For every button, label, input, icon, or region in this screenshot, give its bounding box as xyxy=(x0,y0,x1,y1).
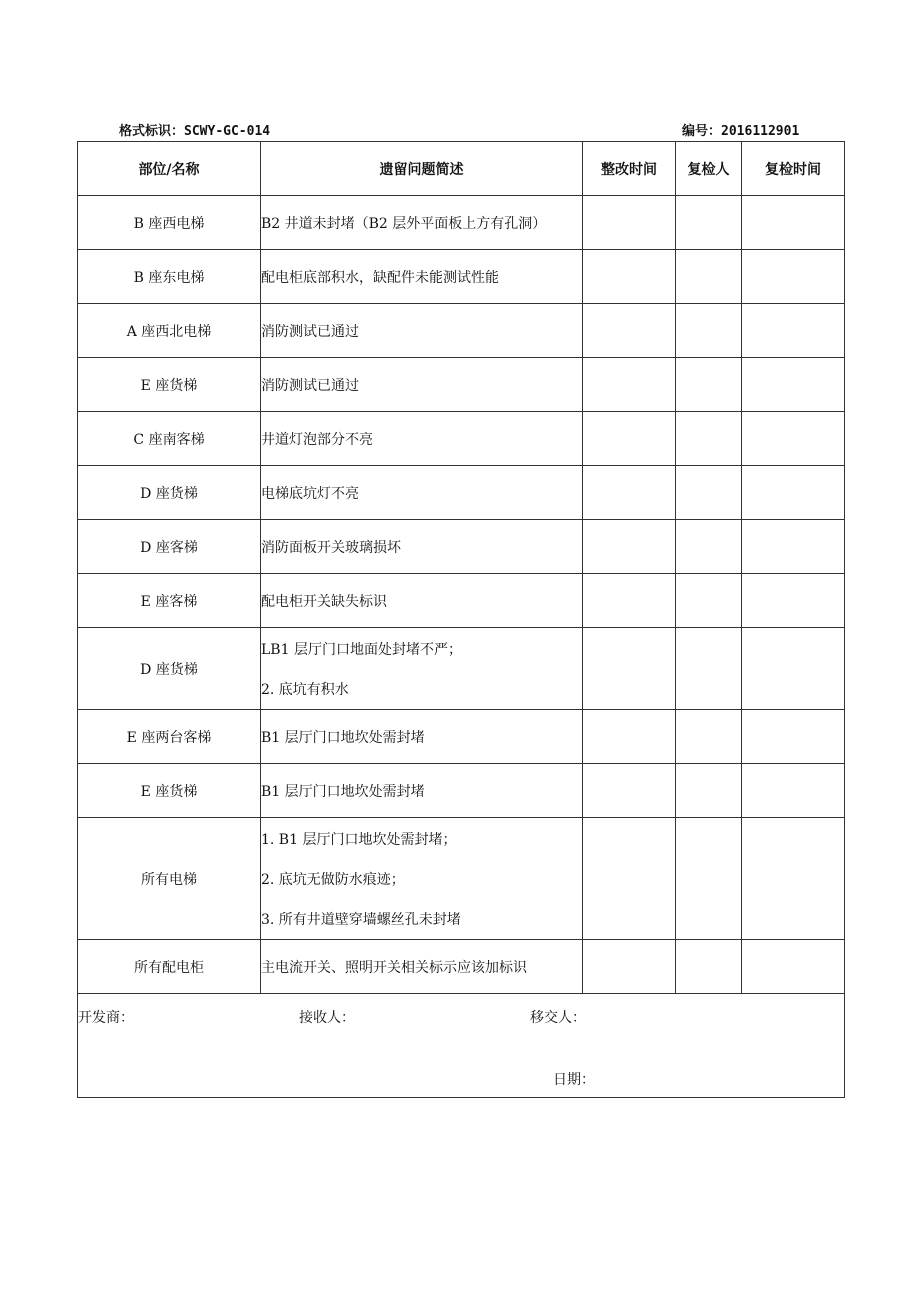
fix-time-cell[interactable] xyxy=(583,304,676,358)
row-location: B 座西电梯 xyxy=(78,196,261,250)
fix-time-cell[interactable] xyxy=(583,574,676,628)
issues-table xyxy=(77,141,845,1098)
row-issue-summary xyxy=(261,710,583,764)
issue-line: B1 层厅门口地坎处需封堵 xyxy=(261,729,425,746)
issue-line: 配电柜开关缺失标识 xyxy=(261,593,387,610)
table-row xyxy=(78,940,845,994)
row-location: D 座客梯 xyxy=(78,520,261,574)
table-row xyxy=(78,710,845,764)
issue-line: 电梯底坑灯不亮 xyxy=(261,485,359,502)
column-header-location: 部位/名称 xyxy=(78,142,261,196)
reinspector-cell[interactable] xyxy=(676,466,742,520)
table-row xyxy=(78,628,845,710)
issue-line: 3. 所有井道壁穿墙螺丝孔未封堵 xyxy=(261,911,461,928)
fix-time-cell[interactable] xyxy=(583,628,676,710)
row-issue-summary xyxy=(261,628,583,710)
row-location: 所有配电柜 xyxy=(78,940,261,994)
column-header-issue-summary: 遗留问题简述 xyxy=(261,142,583,196)
reinspect-time-cell[interactable] xyxy=(742,520,845,574)
table-row xyxy=(78,196,845,250)
reinspect-time-cell[interactable] xyxy=(742,710,845,764)
row-issue-summary xyxy=(261,358,583,412)
row-issue-summary xyxy=(261,250,583,304)
receiver-label: 接收人： xyxy=(299,1010,355,1026)
reinspector-cell[interactable] xyxy=(676,196,742,250)
fix-time-cell[interactable] xyxy=(583,520,676,574)
column-header-reinspect-time: 复检时间 xyxy=(742,142,845,196)
reinspector-cell[interactable] xyxy=(676,574,742,628)
reinspect-time-cell[interactable] xyxy=(742,196,845,250)
reinspector-cell[interactable] xyxy=(676,764,742,818)
reinspect-time-cell[interactable] xyxy=(742,818,845,940)
row-issue-summary xyxy=(261,818,583,940)
reinspector-cell[interactable] xyxy=(676,628,742,710)
issue-line: 2. 底坑有积水 xyxy=(261,681,349,698)
row-issue-summary xyxy=(261,940,583,994)
table-row xyxy=(78,818,845,940)
table-row xyxy=(78,764,845,818)
signature-area xyxy=(78,994,845,1098)
issue-line: LB1 层厅门口地面处封堵不严； xyxy=(261,641,462,658)
reinspect-time-cell[interactable] xyxy=(742,304,845,358)
fix-time-cell[interactable] xyxy=(583,940,676,994)
row-issue-summary xyxy=(261,764,583,818)
table-row xyxy=(78,574,845,628)
row-location: A 座西北电梯 xyxy=(78,304,261,358)
issue-line: 1. B1 层厅门口地坎处需封堵； xyxy=(261,831,457,848)
format-id-value: SCWY-GC-014 xyxy=(184,124,271,139)
table-row xyxy=(78,250,845,304)
issue-line: 消防面板开关玻璃损坏 xyxy=(261,539,401,556)
row-location: E 座客梯 xyxy=(78,574,261,628)
column-header-reinspector: 复检人 xyxy=(676,142,742,196)
fix-time-cell[interactable] xyxy=(583,710,676,764)
row-location: E 座货梯 xyxy=(78,764,261,818)
row-location: E 座两台客梯 xyxy=(78,710,261,764)
row-location: 所有电梯 xyxy=(78,818,261,940)
row-location: D 座货梯 xyxy=(78,628,261,710)
reinspector-cell[interactable] xyxy=(676,358,742,412)
issue-line: 2. 底坑无做防水痕迹； xyxy=(261,871,405,888)
reinspector-cell[interactable] xyxy=(676,710,742,764)
table-row xyxy=(78,304,845,358)
fix-time-cell[interactable] xyxy=(583,466,676,520)
table-row xyxy=(78,412,845,466)
reinspect-time-cell[interactable] xyxy=(742,574,845,628)
developer-label: 开发商： xyxy=(78,1010,134,1026)
reinspector-cell[interactable] xyxy=(676,250,742,304)
reinspect-time-cell[interactable] xyxy=(742,764,845,818)
reinspect-time-cell[interactable] xyxy=(742,358,845,412)
signature-row xyxy=(78,994,845,1098)
fix-time-cell[interactable] xyxy=(583,764,676,818)
table-row xyxy=(78,466,845,520)
issue-line: B1 层厅门口地坎处需封堵 xyxy=(261,783,425,800)
issue-line: 消防测试已通过 xyxy=(261,323,359,340)
reinspect-time-cell[interactable] xyxy=(742,940,845,994)
row-issue-summary xyxy=(261,304,583,358)
column-header-fix-time: 整改时间 xyxy=(583,142,676,196)
format-id-label: 格式标识： xyxy=(119,124,185,139)
row-issue-summary xyxy=(261,520,583,574)
row-location: D 座货梯 xyxy=(78,466,261,520)
row-location: C 座南客梯 xyxy=(78,412,261,466)
handover-label: 移交人： xyxy=(530,1010,586,1026)
reinspect-time-cell[interactable] xyxy=(742,250,845,304)
reinspector-cell[interactable] xyxy=(676,412,742,466)
reinspect-time-cell[interactable] xyxy=(742,466,845,520)
issue-line: 主电流开关、照明开关相关标示应该加标识 xyxy=(261,959,527,976)
fix-time-cell[interactable] xyxy=(583,196,676,250)
fix-time-cell[interactable] xyxy=(583,818,676,940)
document-number-value: 2016112901 xyxy=(721,124,800,139)
issue-line: 配电柜底部积水，缺配件未能测试性能 xyxy=(261,269,499,286)
reinspector-cell[interactable] xyxy=(676,520,742,574)
date-label: 日期： xyxy=(553,1072,595,1088)
row-issue-summary xyxy=(261,412,583,466)
reinspector-cell[interactable] xyxy=(676,818,742,940)
row-issue-summary xyxy=(261,574,583,628)
table-header-row xyxy=(78,142,845,196)
row-location: E 座货梯 xyxy=(78,358,261,412)
fix-time-cell[interactable] xyxy=(583,250,676,304)
reinspector-cell[interactable] xyxy=(676,940,742,994)
issue-line: 井道灯泡部分不亮 xyxy=(261,431,373,448)
format-id xyxy=(119,120,270,139)
document-number xyxy=(682,120,799,139)
issue-line: 消防测试已通过 xyxy=(261,377,359,394)
table-row xyxy=(78,520,845,574)
reinspector-cell[interactable] xyxy=(676,304,742,358)
reinspect-time-cell[interactable] xyxy=(742,412,845,466)
row-issue-summary xyxy=(261,466,583,520)
fix-time-cell[interactable] xyxy=(583,358,676,412)
row-issue-summary xyxy=(261,196,583,250)
reinspect-time-cell[interactable] xyxy=(742,628,845,710)
row-location: B 座东电梯 xyxy=(78,250,261,304)
fix-time-cell[interactable] xyxy=(583,412,676,466)
document-number-label: 编号： xyxy=(682,124,722,139)
issue-line: B2 井道未封堵（B2 层外平面板上方有孔洞） xyxy=(261,215,547,232)
table-row xyxy=(78,358,845,412)
